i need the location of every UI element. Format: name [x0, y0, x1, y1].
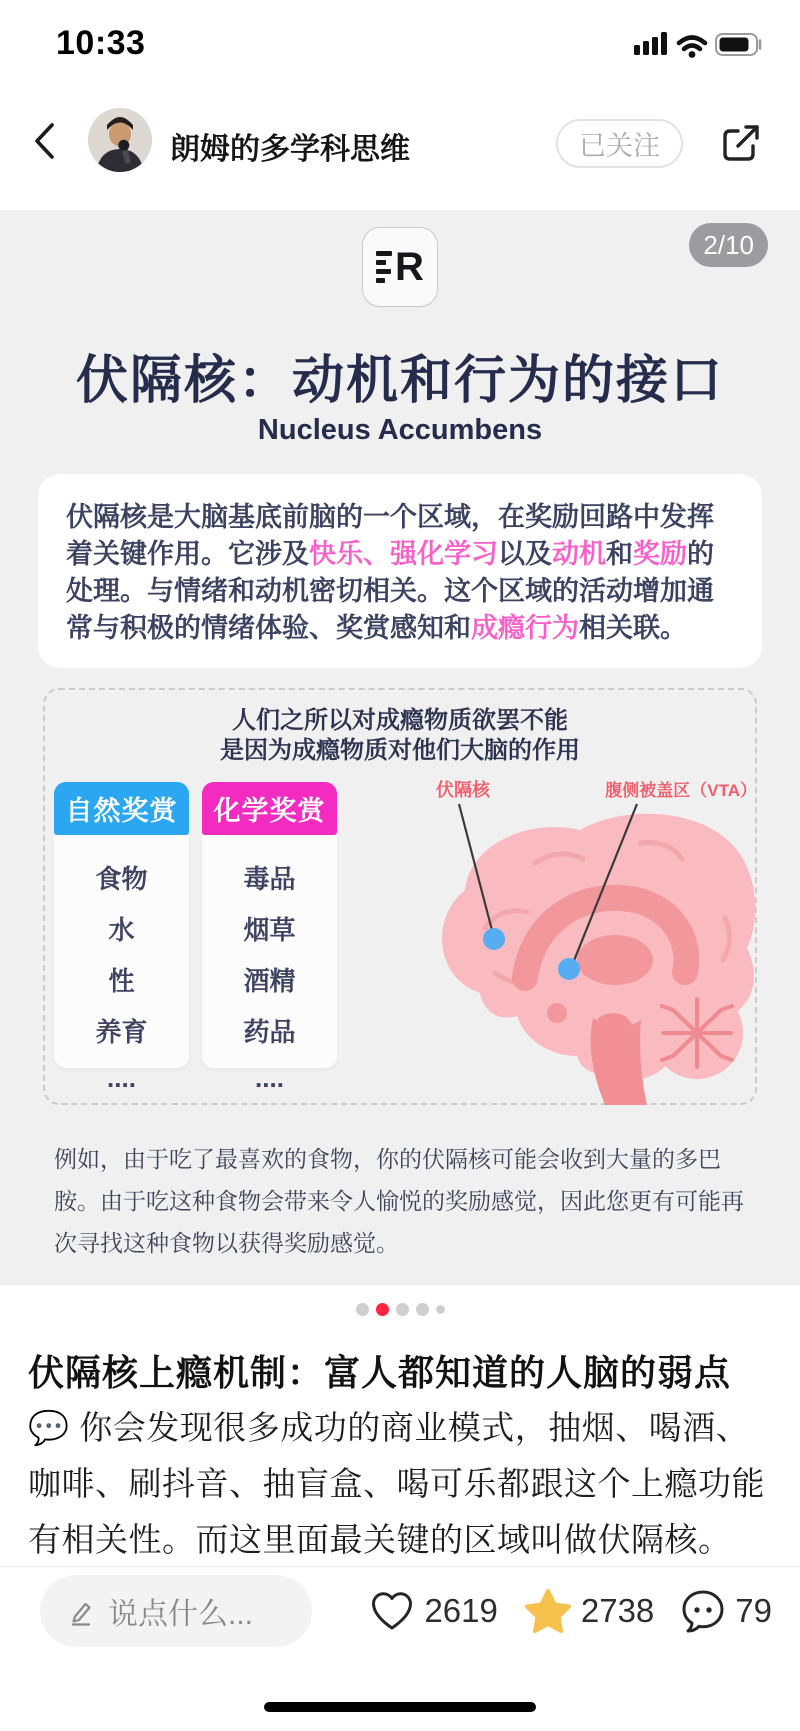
pencil-icon: [66, 1596, 96, 1626]
reward-item: 养育: [95, 1017, 148, 1047]
reward-item: 性: [108, 966, 135, 996]
diagram-card: [43, 688, 757, 1105]
avatar[interactable]: [88, 108, 152, 172]
vta-label: 腹侧被盖区（VTA）: [605, 781, 757, 800]
cerebellum-branches: [662, 999, 732, 1067]
intro-text: [66, 502, 714, 643]
reward-item: 水: [108, 915, 135, 945]
comment-bubble-icon: [680, 1589, 726, 1633]
comment-input[interactable]: [40, 1575, 312, 1647]
collect-button[interactable]: [524, 1588, 654, 1634]
reward-column: [202, 782, 337, 1093]
page-indicator-badge: 2/10: [689, 223, 768, 267]
comment-placeholder: 说点什么...: [108, 1598, 254, 1631]
comment-count: 79: [735, 1592, 772, 1629]
status-icons: [634, 30, 766, 63]
hypothalamus: [547, 1003, 567, 1023]
slide-title: 伏隔核：动机和行为的接口: [75, 352, 724, 410]
heart-icon: [369, 1589, 415, 1633]
intro-plain: 和: [606, 539, 633, 569]
dot-active: [376, 1303, 389, 1316]
reward-item: 药品: [243, 1017, 296, 1047]
brainstem: [591, 1018, 647, 1105]
username[interactable]: 朗姆的多学科思维: [170, 133, 410, 166]
follow-button[interactable]: [556, 119, 683, 168]
brand-logo: [362, 227, 438, 307]
intro-highlight: 奖励: [633, 539, 687, 569]
home-indicator[interactable]: [264, 1702, 536, 1712]
nucleus-accumbens-dot: [483, 928, 505, 950]
dot: [416, 1303, 429, 1316]
thalamus: [577, 935, 653, 985]
intro-plain: 伏隔核是大脑基底前脑的一个区域，在奖励回路中发挥着关键作用。它涉及: [66, 502, 714, 569]
action-bar: [369, 1575, 772, 1647]
reward-item: ....: [107, 1063, 136, 1093]
share-button[interactable]: [716, 120, 764, 168]
reward-column: [54, 782, 189, 1093]
chevron-left-icon: [30, 118, 60, 164]
reward-column-header: 自然奖赏: [54, 782, 189, 835]
intro-highlight: 动机: [552, 539, 606, 569]
example-text: 例如，由于吃了最喜欢的食物，你的伏隔核可能会收到大量的多巴胺。由于吃这种食物会带来令人愉悦的奖励感觉，因此您更有可能再次寻找这种食物以获得奖励感觉。: [54, 1146, 744, 1256]
follow-label: 已关注: [579, 131, 660, 161]
share-icon: [716, 120, 764, 168]
diagram-headline-line2: 是因为成瘾物质对他们大脑的作用: [220, 737, 580, 764]
intro-card: [38, 474, 762, 668]
intro-plain: 相关联。: [579, 613, 687, 643]
post-title: 伏隔核上瘾机制：富人都知道的人脑的弱点: [28, 1352, 732, 1393]
reward-item: 烟草: [243, 915, 296, 945]
dot: [436, 1305, 445, 1314]
reward-column-header: 化学奖赏: [202, 782, 337, 835]
reward-item: ....: [255, 1063, 284, 1093]
diagram-headline-line1: 人们之所以对成瘾物质欲罢不能: [232, 707, 568, 734]
reward-item: 毒品: [243, 864, 296, 894]
reward-item: 酒精: [243, 966, 296, 996]
logo-bars-icon: [376, 251, 392, 283]
slide-subtitle: Nucleus Accumbens: [257, 414, 543, 446]
carousel-image[interactable]: [0, 210, 800, 1285]
wifi-icon: [679, 38, 705, 58]
reward-column-body: [202, 835, 337, 1093]
intro-plain: 的处理。与情绪和动机密切相关。这个区域的活动增加通常与积极的情绪体验、奖赏感知和: [66, 539, 714, 643]
comment-button[interactable]: [680, 1589, 772, 1633]
nucleus-accumbens-label: 伏隔核: [436, 780, 490, 800]
back-button[interactable]: [30, 118, 60, 164]
post-body: 💬 你会发现很多成功的商业模式，抽烟、喝酒、咖啡、刷抖音、抽盲盒、喝可乐都跟这个上瘾功能有相关性。而这里面最关键的区域叫做伏隔核。: [28, 1409, 765, 1558]
dot: [356, 1303, 369, 1316]
like-button[interactable]: [369, 1589, 497, 1633]
reward-column-body: [54, 835, 189, 1093]
logo-letter: R: [395, 245, 424, 289]
cellular-icon: [634, 32, 667, 55]
intro-highlight: 快乐、强化学习: [309, 539, 498, 569]
pagination-dots: [0, 1296, 800, 1322]
intro-highlight: 成瘾行为: [471, 613, 579, 643]
dot: [396, 1303, 409, 1316]
intro-plain: 以及: [498, 539, 552, 569]
reward-columns: [54, 782, 337, 1093]
reward-item: 食物: [95, 864, 148, 894]
collect-count: 2738: [580, 1592, 655, 1629]
avatar-image: [88, 108, 152, 172]
battery-icon: [716, 34, 760, 55]
star-icon: [524, 1588, 572, 1634]
brain-diagram: [385, 778, 759, 1105]
diagram-headline: [45, 706, 755, 766]
status-time: 10:33: [56, 24, 146, 62]
like-count: 2619: [424, 1592, 498, 1629]
vta-dot: [558, 958, 580, 980]
